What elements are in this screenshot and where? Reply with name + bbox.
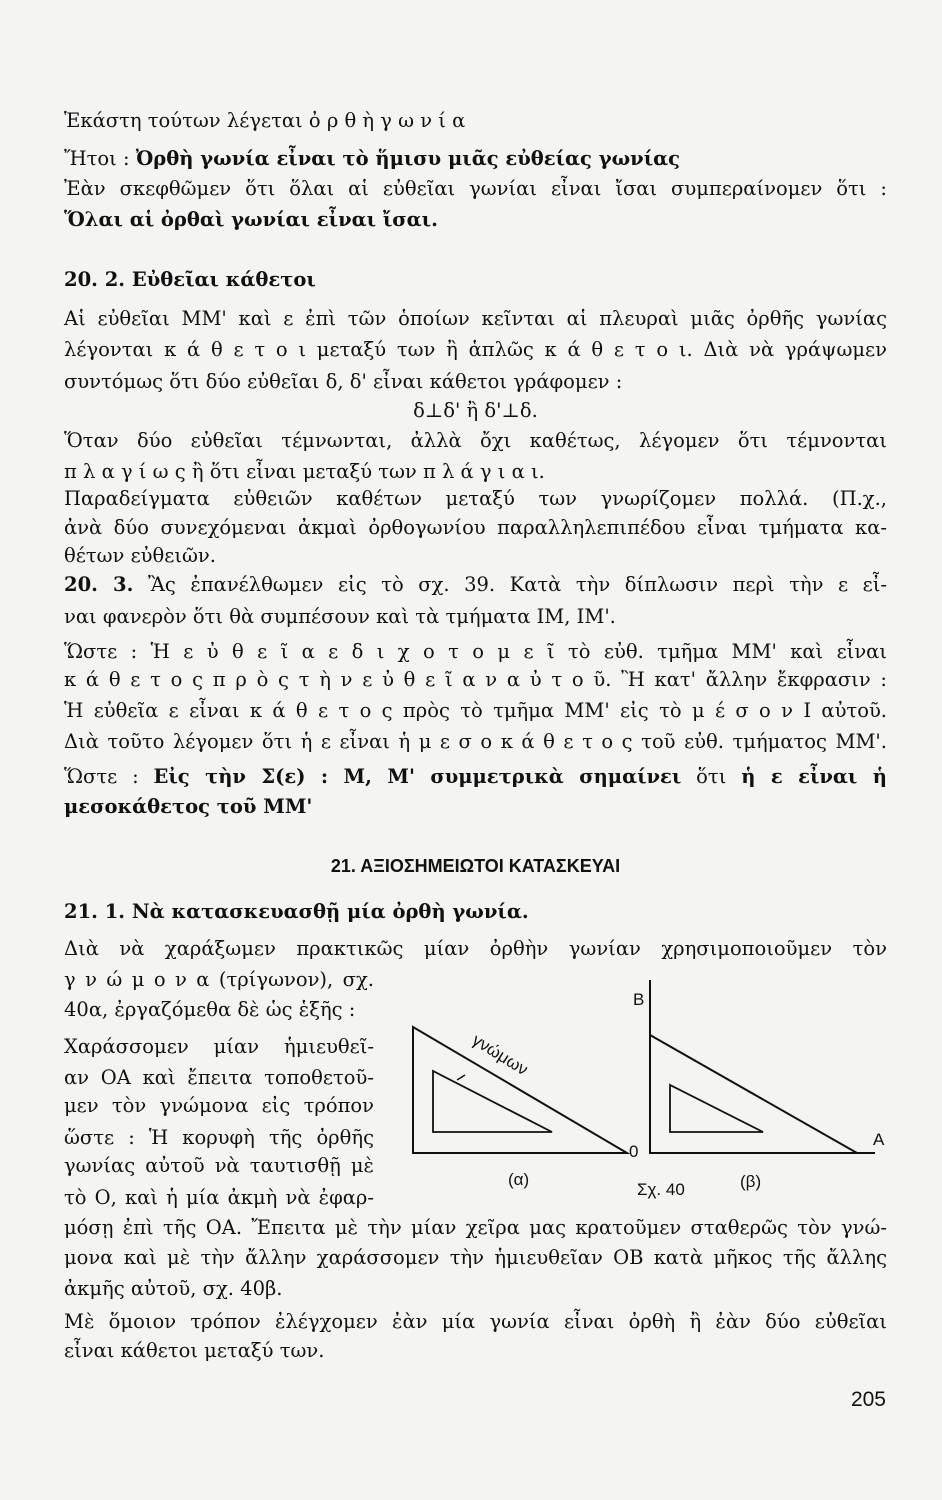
bold-statement: Εἰς τὴν Σ(ε) : Μ, Μ' συμμετρικὰ σημαίνει xyxy=(153,765,682,788)
text-line: Ὅταν δύο εὐθεῖαι τέμνωνται, ἀλλὰ ὄχι καθέτως, λέγομεν ὅτι τέμνονται xyxy=(64,429,887,452)
text-line: μόσῃ ἐπὶ τῆς ΟΑ. Ἔπειτα μὲ τὴν μίαν χεῖρα μας κρατοῦμεν σταθερῶς τὸν γνώ- xyxy=(64,1216,887,1239)
text-line: Αἱ εὐθεῖαι ΜΜ' καὶ ε ἐπὶ τῶν ὁποίων κεῖνται αἱ πλευραὶ μιᾶς ὀρθῆς γωνίας xyxy=(64,307,887,330)
text-span: Ὥστε : xyxy=(64,765,154,788)
set-square-inner xyxy=(433,1071,552,1132)
text-line: Ὥστε : Ἡ ε ὐ θ ε ῖ α ε δ ι χ ο τ ο μ ε ῖ τὸ εὐθ. τμῆμα ΜΜ' καὶ εἶναι xyxy=(64,640,887,663)
text-line: Χαράσσομεν μίαν ἡμιευθεῖ- xyxy=(64,1035,374,1058)
section-heading: 21. 1. Νὰ κατασκευασθῇ μία ὀρθὴ γωνία. xyxy=(64,900,529,923)
bold-statement: Ὅλαι αἱ ὀρθαὶ γωνίαι εἶναι ἴσαι. xyxy=(64,208,438,231)
text-line xyxy=(64,571,887,599)
text-line: Παραδείγματα εὐθειῶν καθέτων μεταξύ των γνωρίζομεν πολλά. (Π.χ., xyxy=(64,487,887,510)
figure-a-label: (α) xyxy=(508,1170,530,1189)
text-line: μεν τὸν γνώμονα εἰς τρόπον xyxy=(64,1094,374,1117)
bold-statement: μεσοκάθετος τοῦ ΜΜ' xyxy=(64,795,313,818)
text-line: εἶναι κάθετοι μεταξύ των. xyxy=(64,1339,325,1362)
subsection-number: 20. 3. xyxy=(64,573,134,596)
text-line: Ἐὰν σκεφθῶμεν ὅτι ὅλαι αἱ εὐθεῖαι γωνίαι εἶναι ἴσαι συμπεραίνομεν ὅτι : xyxy=(64,177,887,200)
text-line xyxy=(64,145,887,173)
pointer-line xyxy=(457,1075,465,1080)
formula-line: δ⊥δ' ἢ δ'⊥δ. xyxy=(413,399,538,422)
text-line: γωνίας αὐτοῦ νὰ ταυτισθῇ μὲ xyxy=(64,1154,374,1177)
text-line: ἀκμῆς αὐτοῦ, σχ. 40β. xyxy=(64,1277,283,1300)
bold-statement: Ὀρθὴ γωνία εἶναι τὸ ἥμισυ μιᾶς εὐθείας γωνίας xyxy=(135,147,681,170)
set-square-b xyxy=(650,980,875,1153)
text-line: συντόμως ὅτι δύο εὐθεῖαι δ, δ' εἶναι κάθετοι γράφομεν : xyxy=(64,370,623,393)
text-line: Ἑκάστη τούτων λέγεται ὀ ρ θ ὴ γ ω ν ί α xyxy=(64,109,466,132)
set-square-outer xyxy=(413,1027,627,1153)
text-span: Ἤτοι : xyxy=(64,147,136,170)
point-o-label: 0 xyxy=(629,1142,639,1161)
set-square-outer xyxy=(650,1035,857,1153)
text-line: Μὲ ὅμοιον τρόπον ἐλέγχομεν ἐὰν μία γωνία εἶναι ὀρθὴ ἢ ἐὰν δύο εὐθεῖαι xyxy=(64,1310,887,1333)
page-number: 205 xyxy=(850,1388,886,1411)
point-b-label: B xyxy=(633,990,645,1009)
chapter-heading: 21. ΑΞΙΟΣΗΜΕΙΩΤΟΙ ΚΑΤΑΣΚΕΥΑΙ xyxy=(330,856,621,876)
point-a-label: A xyxy=(873,1130,885,1149)
text-line: τὸ Ο, καὶ ἡ μία ἀκμὴ νὰ ἐφαρ- xyxy=(64,1186,374,1209)
text-line: γ ν ώ μ ο ν α (τρίγωνον), σχ. xyxy=(64,968,374,991)
text-line: ὥστε : Ἡ κορυφὴ τῆς ὀρθῆς xyxy=(64,1126,374,1149)
set-square-a xyxy=(413,1027,627,1153)
text-line: Διὰ τοῦτο λέγομεν ὅτι ἡ ε εἶναι ἡ μ ε σ ο κ ά θ ε τ ο ς τοῦ εὐθ. τμήματος ΜΜ'. xyxy=(64,730,887,753)
text-line: Ἡ εὐθεῖα ε εἶναι κ ά θ ε τ ο ς πρὸς τὸ τμῆμα ΜΜ' εἰς τὸ μ έ σ ο ν Ι αὐτοῦ. xyxy=(64,699,887,722)
text-line: μονα καὶ μὲ τὴν ἄλλην χαράσσομεν τὴν ἡμιευθεῖαν ΟΒ κατὰ μῆκος τῆς ἄλλης xyxy=(64,1246,887,1269)
figure-40 xyxy=(395,975,895,1210)
text-line: κ ά θ ε τ ο ς π ρ ὸ ς τ ὴ ν ε ὐ θ ε ῖ α ν α ὐ τ ο ῦ. Ἢ κατ' ἄλλην ἔκφρασιν : xyxy=(64,668,887,691)
text-span: Ἂς ἐπανέλθωμεν εἰς τὸ σχ. 39. Κατὰ τὴν δίπλωσιν περὶ τὴν ε εἶ- xyxy=(133,573,887,596)
text-line: π λ α γ ί ω ς ἢ ὅτι εἶναι μεταξύ των π λ ά γ ι α ι. xyxy=(64,460,545,483)
section-heading: 20. 2. Εὐθεῖαι κάθετοι xyxy=(64,268,316,291)
text-line: θέτων εὐθειῶν. xyxy=(64,544,216,567)
text-line: αν ΟΑ καὶ ἔπειτα τοποθετοῦ- xyxy=(64,1066,374,1089)
figure-b-label: (β) xyxy=(740,1172,762,1191)
text-line: ναι φανερὸν ὅτι θὰ συμπέσουν καὶ τὰ τμήματα ΙΜ, ΙΜ'. xyxy=(64,605,616,628)
text-span: ὅτι xyxy=(681,765,742,788)
bold-statement: ἡ ε εἶναι ἡ xyxy=(741,765,887,788)
text-line: 40α, ἐργαζόμεθα δὲ ὡς ἑξῆς : xyxy=(64,998,356,1021)
text-line: ἀνὰ δύο συνεχόμεναι ἀκμαὶ ὀρθογωνίου παραλληλεπιπέδου εἶναι τμήματα κα- xyxy=(64,516,887,539)
text-line: Διὰ νὰ χαράξωμεν πρακτικῶς μίαν ὀρθὴν γωνίαν χρησιμοποιοῦμεν τὸν xyxy=(64,937,887,960)
text-line xyxy=(64,763,887,791)
text-line: λέγονται κ ά θ ε τ ο ι μεταξύ των ἢ ἁπλῶς κ ά θ ε τ ο ι. Διὰ νὰ γράψωμεν xyxy=(64,338,887,361)
figure-caption: Σχ. 40 xyxy=(637,1180,685,1199)
gnomon-label: γνώμων xyxy=(468,1030,532,1080)
